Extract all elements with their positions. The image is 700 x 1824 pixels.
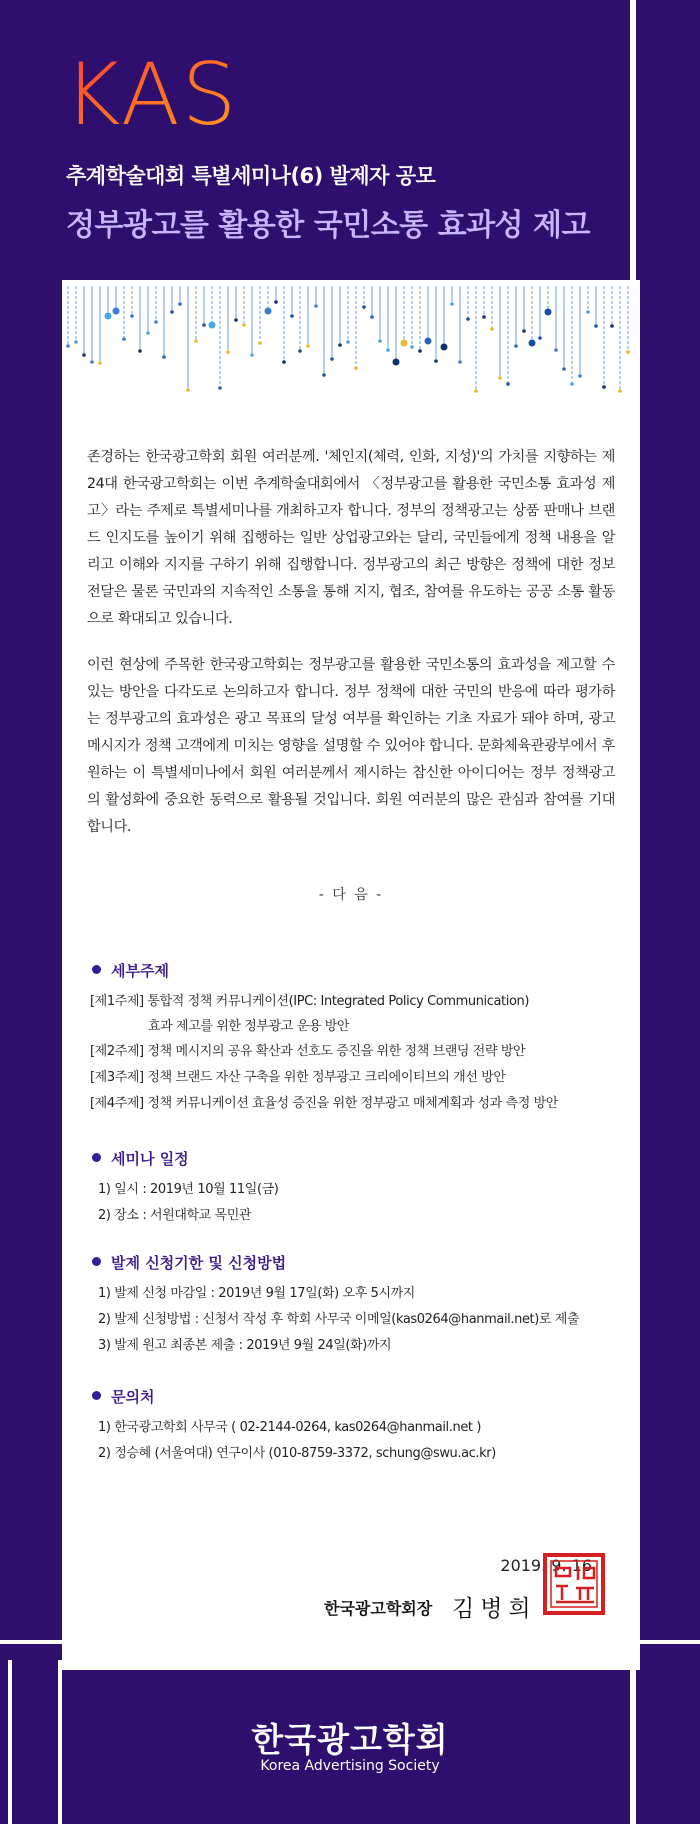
light-bulb	[562, 367, 566, 371]
light-bulb	[594, 324, 598, 328]
contact-item: 2) 정승혜 (서울여대) 연구이사 (010-8759-3372, schung@swu.ac.kr)	[98, 1446, 496, 1461]
section-topics-title: 세부주제	[111, 962, 169, 980]
light-bulb	[322, 373, 326, 377]
header-title: 정부광고를 활용한 국민소통 효과성 제고	[66, 208, 590, 243]
light-bulb	[130, 314, 134, 318]
light-bulb	[274, 300, 278, 304]
next-label: - 다 음 -	[318, 887, 384, 903]
light-bulb	[282, 360, 286, 364]
light-bulb	[545, 309, 552, 316]
bullet-icon	[92, 965, 101, 974]
light-bulb	[602, 385, 606, 389]
signer-name: 김병희	[452, 1596, 537, 1622]
footer-divider-line	[0, 1640, 700, 1644]
light-bulb	[354, 366, 358, 370]
section-schedule-heading	[92, 1148, 189, 1169]
light-bulb	[113, 308, 120, 315]
light-bulb	[265, 308, 272, 315]
application-item: 3) 발제 원고 최종본 제출 : 2019년 9월 24일(화)까지	[98, 1338, 392, 1353]
signature-date: 2019. 9. 16	[500, 1556, 592, 1575]
light-bulb	[306, 344, 310, 348]
light-bulb	[258, 341, 262, 345]
light-bulb	[218, 386, 222, 390]
light-bulb	[570, 382, 574, 386]
light-bulb	[425, 338, 432, 345]
light-bulb	[538, 336, 542, 340]
light-bulb	[154, 320, 158, 324]
topic-item: 효과 제고를 위한 정부광고 운용 방안	[148, 1019, 350, 1034]
light-bulb	[393, 359, 400, 366]
header-subtitle: 추계학술대회 특별세미나(6) 발제자 공모	[66, 164, 436, 188]
light-bulb	[290, 314, 294, 318]
light-bulb	[362, 305, 366, 309]
application-item: 1) 발제 신청 마감일 : 2019년 9월 17일(화) 오후 5시까지	[98, 1286, 415, 1301]
light-bulb	[170, 310, 174, 314]
light-bulb	[66, 344, 70, 348]
topic-item: [제3주제] 정책 브랜드 자산 구축을 위한 정부광고 크리에이티브의 개선 방안	[90, 1070, 506, 1085]
official-seal-icon	[542, 1552, 606, 1616]
light-bulb	[401, 340, 408, 347]
light-bulb	[298, 349, 302, 353]
light-bulb	[338, 343, 342, 347]
bullet-icon	[92, 1391, 101, 1400]
signer-title: 한국광고학회장	[324, 1599, 433, 1618]
kas-logo	[60, 44, 240, 134]
light-bulb	[178, 302, 182, 306]
light-bulb	[578, 374, 582, 378]
light-bulb	[466, 317, 470, 321]
schedule-item: 1) 일시 : 2019년 10월 11일(금)	[98, 1182, 279, 1197]
footer-org-name-en: Korea Advertising Society	[260, 1758, 440, 1774]
intro-paragraph-1: 존경하는 한국광고학회 회원 여러분께. '체인지(체력, 인화, 지성)'의 가치를 지향하는 제24대 한국광고학회는 이번 추계학술대회에서 〈정부광고를 활용한 국민소통 효과성 제고〉라는 주제로 특별세미나를 개최하고자 합니다. 정부의 정책광고는 상품 판매나 브랜드 인지도를 높이기 위해 집행하는 일반 상업광고와는 달리, 국민들에게 정책 내용을 알리고 이해와 지지를 구하기 위해 집행합니다. 정부광고의 최근 방향은 정책에 대한 정보 전달은 물론 국민과의 지속적인 소통을 통해 지지, 협조, 참여를 유도하는 공공 소통 활동으로 확대되고 있습니다.	[87, 449, 615, 627]
light-bulb	[202, 323, 206, 327]
section-application-title: 발제 신청기한 및 신청방법	[111, 1254, 287, 1272]
light-bulb	[482, 315, 486, 319]
section-application-heading	[92, 1252, 286, 1273]
light-bulb	[250, 353, 254, 357]
bullet-icon	[92, 1257, 101, 1266]
section-topics-heading	[92, 960, 169, 981]
light-bulb	[529, 340, 536, 347]
content-panel	[62, 280, 640, 1670]
light-bulb	[346, 340, 350, 344]
light-bulb	[209, 322, 216, 329]
bullet-icon	[92, 1153, 101, 1162]
light-bulb	[74, 340, 78, 344]
light-bulb	[226, 350, 230, 354]
light-bulb	[610, 324, 614, 328]
light-bulb	[234, 318, 238, 322]
light-bulb	[186, 388, 190, 392]
light-bulb	[474, 389, 478, 393]
section-schedule-title: 세미나 일정	[111, 1150, 189, 1168]
schedule-item: 2) 장소 : 서원대학교 목민관	[98, 1208, 252, 1223]
light-bulb	[514, 344, 518, 348]
contact-item: 1) 한국광고학회 사무국 ( 02-2144-0264, kas0264@hanmail.net )	[98, 1420, 482, 1435]
light-bulb	[194, 339, 198, 343]
light-bulb	[378, 339, 382, 343]
section-contact-title: 문의처	[111, 1388, 155, 1406]
light-bulb	[418, 349, 422, 353]
light-bulb	[618, 389, 622, 393]
light-bulb	[138, 349, 142, 353]
light-bulb	[370, 315, 374, 319]
light-bulb	[410, 345, 414, 349]
intro-paragraph-2: 이런 현상에 주목한 한국광고학회는 정부광고를 활용한 국민소통의 효과성을 제고할 수 있는 방안을 다각도로 논의하고자 합니다. 정부 정책에 대한 국민의 반응에 따라 평가하는 정부광고의 효과성은 광고 목표의 달성 여부를 확인하는 기초 자료가 돼야 하며, 광고 메시지가 정책 고객에게 미치는 영향을 설명할 수 있어야 합니다. 문화체육관광부에서 후원하는 이 특별세미나에서 회원 여러분께서 제시하는 참신한 아이디어는 정부 정책광고의 활성화에 중요한 동력으로 활용될 것입니다. 회원 여러분의 많은 관심과 참여를 기대합니다.	[87, 657, 615, 835]
light-bulb	[105, 313, 112, 320]
light-bulb	[146, 331, 150, 335]
hanging-lights-decoration	[62, 280, 640, 420]
light-bulb	[441, 344, 448, 351]
light-bulb	[434, 359, 438, 363]
topic-item: [제4주제] 정책 커뮤니케이션 효율성 증진을 위한 정부광고 매체계획과 성과 측정 방안	[90, 1096, 558, 1111]
light-bulb	[242, 323, 246, 327]
light-bulb	[162, 355, 166, 359]
footer-org-name-ko: 한국광고학회	[251, 1720, 449, 1759]
light-bulb	[90, 360, 94, 364]
light-bulb	[498, 376, 502, 380]
light-bulb	[98, 361, 102, 365]
light-bulb	[586, 310, 590, 314]
light-bulb	[330, 357, 334, 361]
light-bulb	[82, 353, 86, 357]
light-bulb	[450, 302, 454, 306]
light-bulb	[522, 329, 526, 333]
light-bulb	[458, 360, 462, 364]
light-bulb	[506, 382, 510, 386]
light-bulb	[626, 350, 630, 354]
application-item: 2) 발제 신청방법 : 신청서 작성 후 학회 사무국 이메일(kas0264@hanmail.net)로 제출	[98, 1312, 580, 1327]
light-bulb	[554, 348, 558, 352]
section-contact-heading	[92, 1386, 154, 1407]
logo-text: KAS	[64, 45, 239, 134]
topic-item: [제2주제] 정책 메시지의 공유 확산과 선호도 증진을 위한 정책 브랜딩 전략 방안	[90, 1044, 526, 1059]
topic-item: [제1주제] 통합적 정책 커뮤니케이션(IPC: Integrated Policy Communication)	[90, 994, 530, 1009]
light-bulb	[490, 327, 494, 331]
light-bulb	[386, 348, 390, 352]
light-bulb	[122, 337, 126, 341]
light-bulb	[314, 304, 318, 308]
